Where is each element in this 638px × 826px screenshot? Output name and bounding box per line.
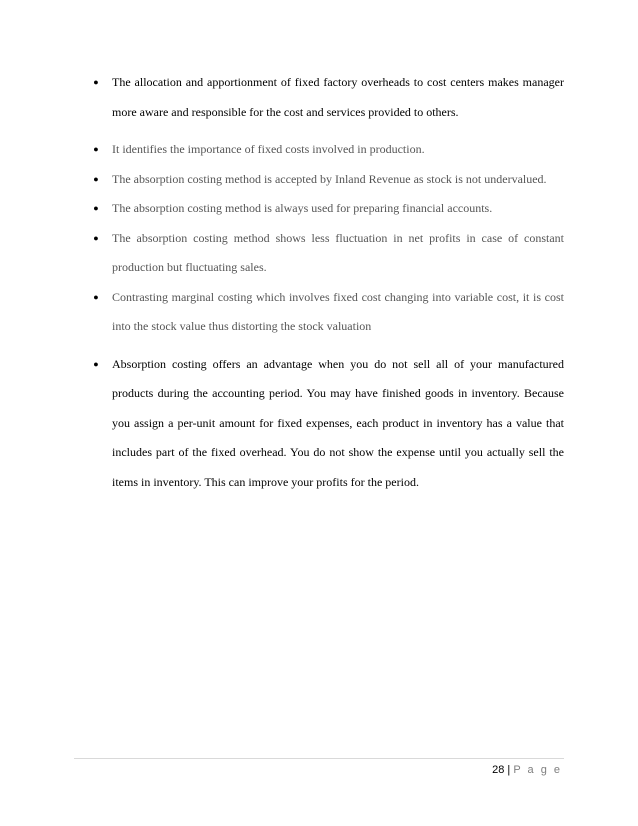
bullet-text: The allocation and apportionment of fixed factory overheads to cost centers makes manager more aware and responsible for the cost and services provided to others. (112, 75, 564, 119)
bullet-icon: ● (93, 203, 99, 213)
list-item (92, 165, 564, 195)
bullet-icon: ● (93, 173, 99, 184)
bullet-text: It identifies the importance of fixed costs involved in production. (112, 142, 425, 156)
list-item (92, 224, 564, 283)
list-item (92, 194, 564, 224)
list-item (92, 135, 564, 165)
bullet-text: The absorption costing method is accepted by Inland Revenue as stock is not undervalued. (112, 171, 547, 186)
list-item (92, 350, 564, 498)
bullet-text: The absorption costing method is always used for preparing financial accounts. (112, 201, 493, 215)
footer-separator: | (507, 764, 511, 776)
page-footer (492, 764, 562, 776)
footer-divider (74, 758, 564, 759)
bullet-list (92, 68, 564, 497)
page-label: P a g e (513, 764, 562, 776)
bullet-icon: ● (93, 144, 99, 154)
bullet-icon: ● (93, 77, 99, 87)
bullet-icon: ● (93, 232, 99, 243)
bullet-icon: ● (93, 358, 99, 369)
list-item (92, 283, 564, 342)
list-item (92, 68, 564, 127)
bullet-text: Absorption costing offers an advantage when you do not sell all of your manufactured products during the accounting period. You may have finished goods in inventory. Because you assign a per-unit amount for fixed expenses, each product in inventory has a value that includes part of the fixed overhead. You do not show the expense until you actually sell the items in inventory. This can improve your profits for the period. (112, 356, 564, 489)
page-number: 28 (492, 764, 505, 776)
bullet-icon: ● (93, 291, 99, 302)
bullet-text: The absorption costing method shows less fluctuation in net profits in case of constant production but fluctuating sales. (112, 230, 564, 274)
bullet-text: Contrasting marginal costing which involves fixed cost changing into variable cost, it is cost into the stock value thus distorting the stock valuation (112, 289, 564, 333)
